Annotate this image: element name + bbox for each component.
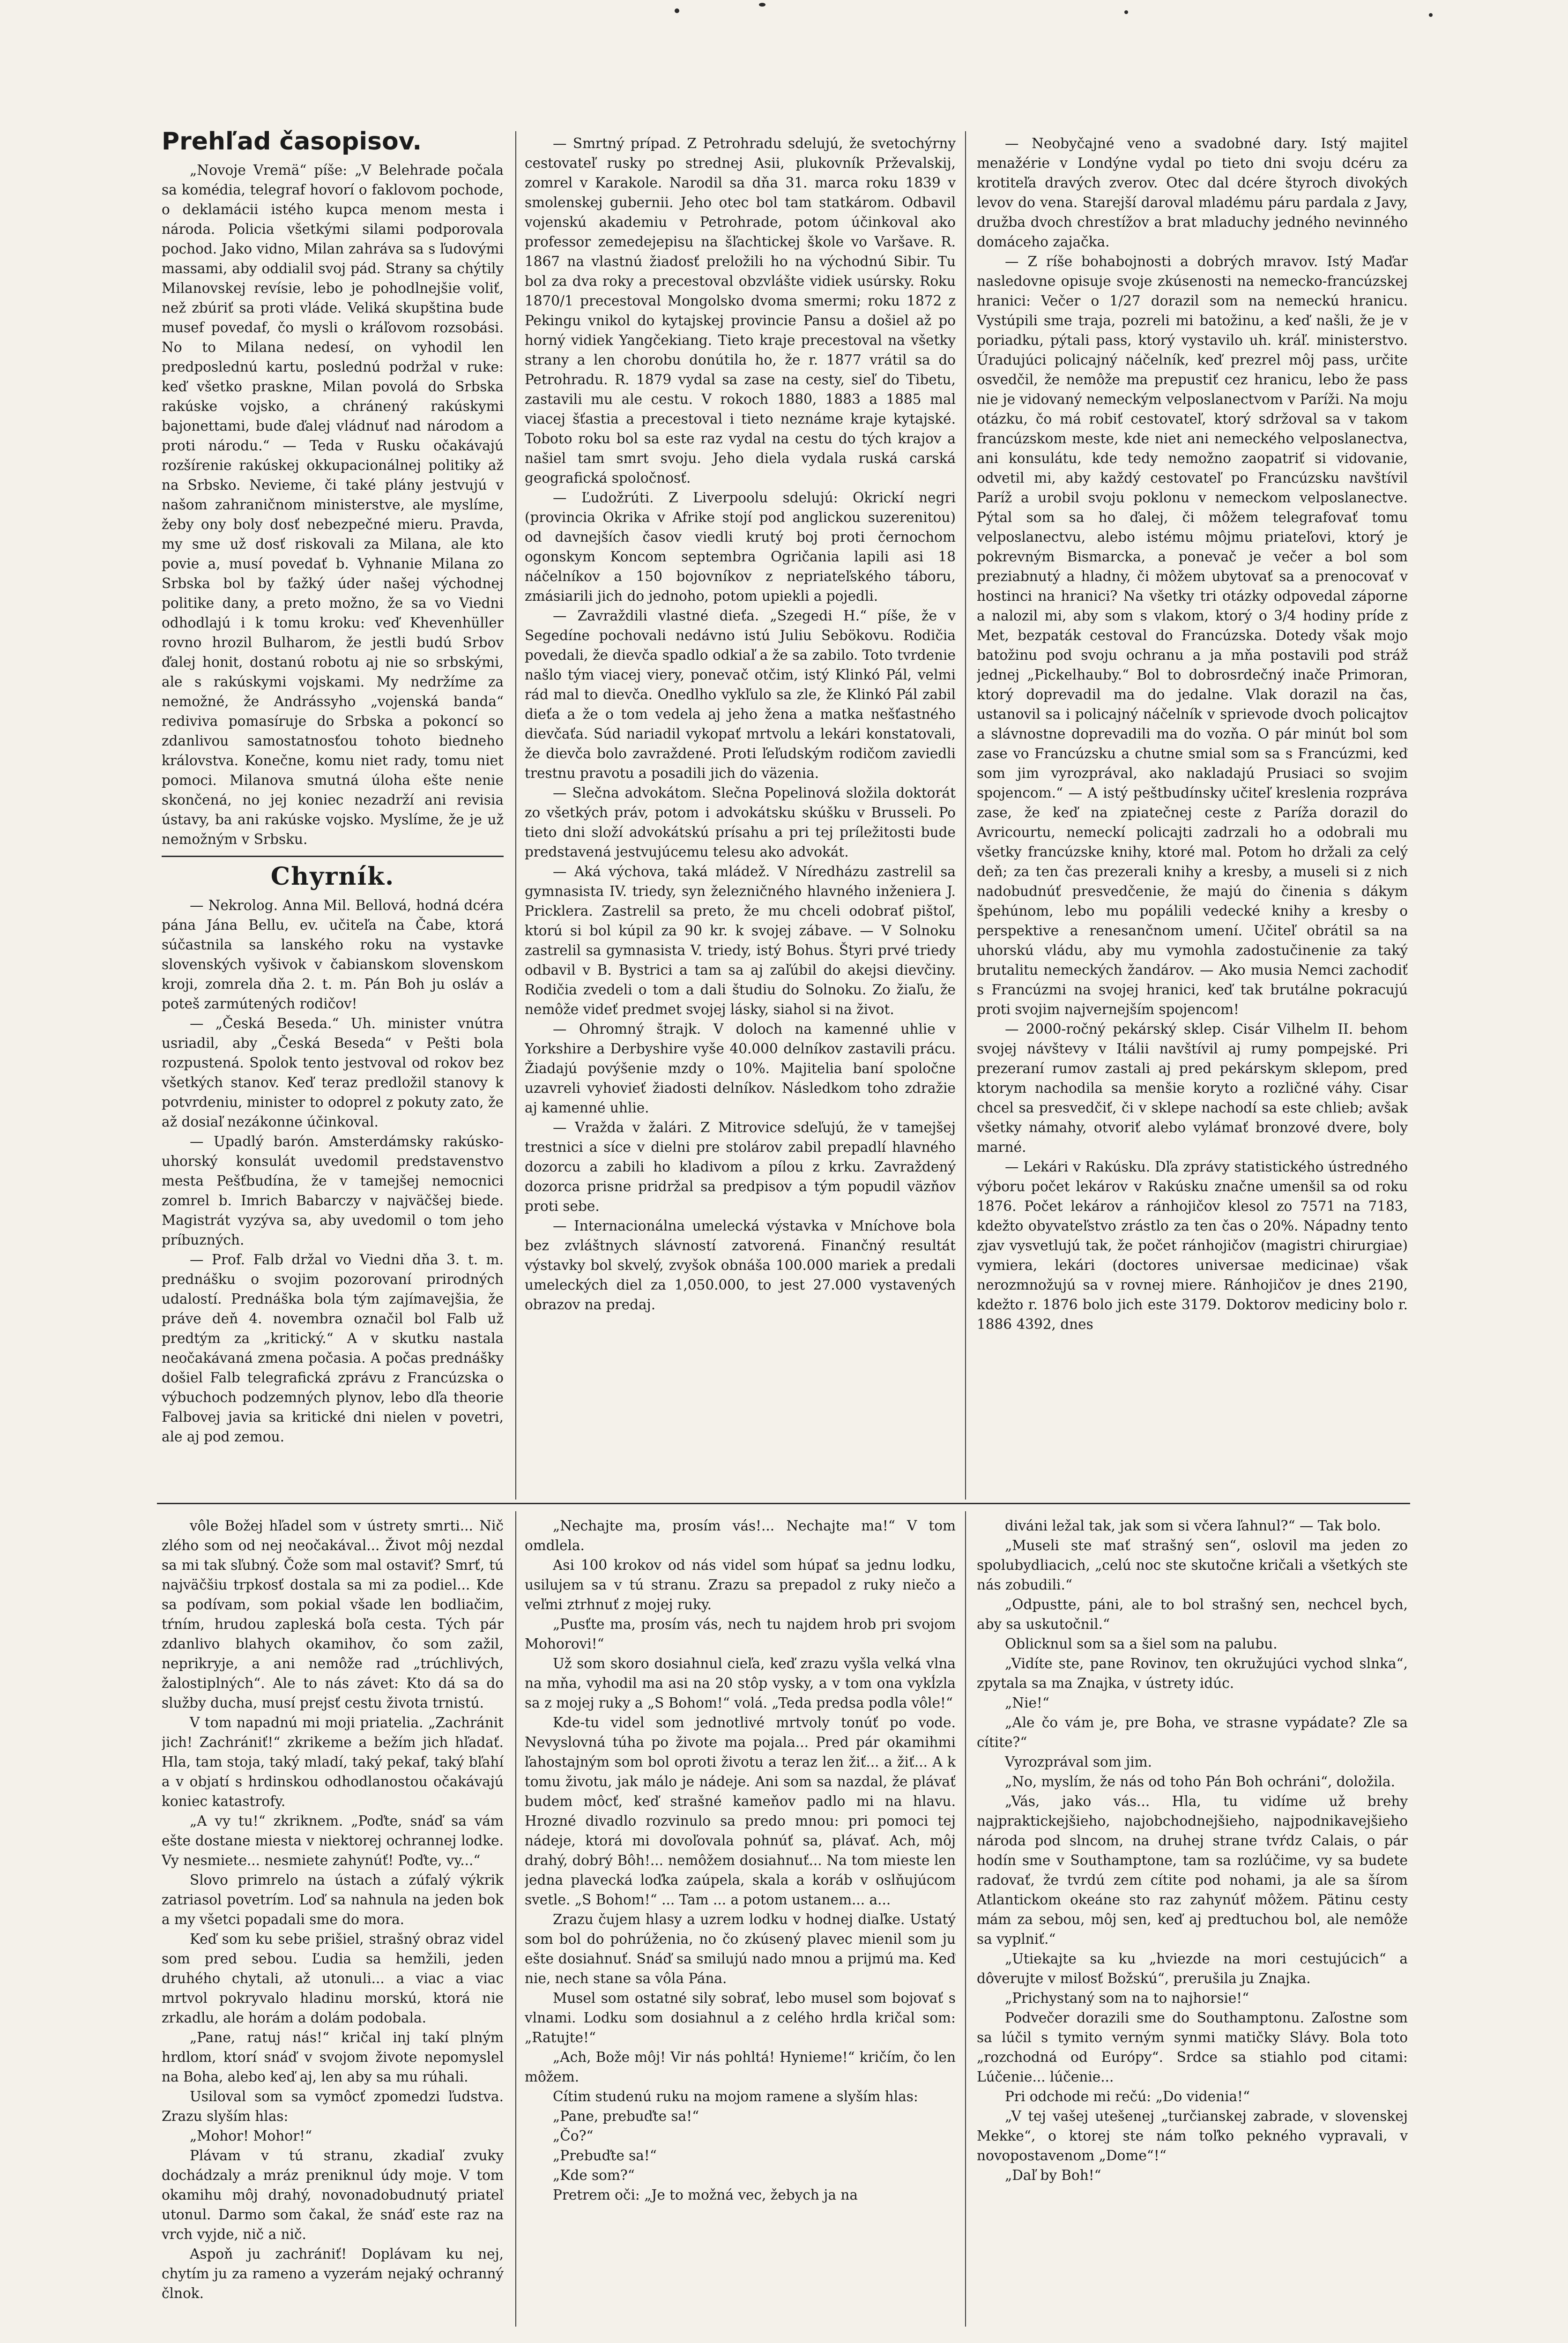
feuilleton-paragraph: Asi 100 krokov od nás videl som húpať sa jednu lodku, usilujem sa v tú stranu. Zrazu sa prepadol z ruky niečo a veľmi ztrhnuť z mojej ruky. — [525, 1557, 956, 1612]
feuilleton-paragraph: Pretrem oči: „Je to možná vec, žebych ja na — [553, 2187, 858, 2203]
feuilleton-paragraph: Vyrozprával som jim. — [1005, 1754, 1152, 1770]
feuilleton-paragraph: Aspoň ju zachrániť! Doplávam ku nej, chytím ju za rameno a vyzerám nejaký ochranný člnok. — [162, 2246, 504, 2301]
feuilleton-paragraph: „Pane, prebuďte sa!“ — [553, 2108, 699, 2124]
news-item: — Internacionálna umelecká výstavka v Mníchove bola bez zvláštnych slávností zatvorená. Finančný resultát výstavky bol skvelý, zvyšok obnáša 100.000 mariek a predali umeleckých diel za 1,050.000, to jest 27.000 vystavených obrazov na predaj. — [525, 1218, 956, 1313]
feuilleton-paragraph: „Ach, Bože môj! Vir nás pohltá! Hynieme!“ kričím, čo len môžem. — [525, 2049, 956, 2085]
column-bottom-right — [977, 1516, 1408, 2322]
feuilleton-paragraph: „Mohor! Mohor!“ — [190, 2128, 312, 2144]
feuilleton-paragraph: Zrazu čujem hlasy a uzrem lodku v hodnej diaľke. Ustatý som bol do pohrúženia, no čo zkúsený plavec mienil som ju ešte dosiahnuť. Snáď sa smilujú nado mnou a prijmú ma. Keď nie, nech stane sa vôla Pána. — [525, 1911, 956, 1986]
news-item: — Prof. Falb držal vo Viedni dňa 3. t. m. prednášku o svojim pozorovaní prirodných udalostí. Prednáška bola tým zajímavejšia, že práve deň 4. novembra označil bol Falb už predtým za „kritický.“ A v skutku nastala neočakávaná zmena počasia. A počas prednášky došiel Falb telegrafická zprávu z Francúzska o výbuchoch podzemných plynov, lebo dľa theorie Falbovej javia sa kritické dni nielen v povetri, ale aj pod zemou. — [162, 1252, 504, 1445]
feuilleton-paragraph: „Prichystaný som na to najhorsie!“ — [1005, 1990, 1249, 2006]
news-item: — Vražda v žalári. Z Mitrovice sdeľujú, že v tamejšej trestnici a síce v dielni pre stolárov zabil prepadlí hlavného dozorcu a zabili ho kladivom a pílou z krku. Zavraždený dozorca prisne pridržal sa predpisov a tým popudil väzňov proti sebe. — [525, 1119, 956, 1214]
feuilleton-paragraph: „V tej vašej utešenej „turčianskej zabrade, v slovenskej Mekke“, o ktorej ste nám toľko pekného vypravali, v novopostavenom „Dome“!“ — [977, 2108, 1408, 2164]
column-bottom-middle — [525, 1516, 956, 2322]
column-rule — [515, 1511, 516, 2327]
column-rule — [965, 1511, 966, 2327]
news-item: — Smrtný prípad. Z Petrohradu sdelujú, že svetochýrny cestovateľ rusky po strednej Asii, plukovník Prževalskij, zomrel v Karakole. Narodil sa dňa 31. marca roku 1839 v smolenskej gubernii. Jeho otec bol tam statkárom. Odbavil vojenskú akademiu v Petrohrade, potom účinkoval ako professor zemedejepisu na šľachtickej škole vo Varšave. R. 1867 na vlastnú žiadosť preložili ho na východnú Sibir. Tu bol za dva roky a precestoval obzvlášte vidiek usúrsky. Roku 1870/1 precestoval Mongolsko dvoma smermi; roku 1872 z Pekingu vnikol do kytajskej provincie Pansu a došiel až po horný vidiek Yangčekiang. Tieto kraje precestoval na všetky strany a len chorobu donútila ho, že r. 1877 vrátil sa do Petrohradu. R. 1879 vydal sa zase na cesty, sieľ do Tibetu, zastavili mu ale cestu. V rokoch 1880, 1883 a 1885 mal viacej šťastia a precestoval i tieto neznáme kraje kytajské. Toboto roku bol sa este raz vydal na cestu do tých krajov a našiel tam smrt svoju. Jeho diela vydala ruská carská geografická spoločnosť. — [525, 135, 956, 486]
feuilleton-paragraph: „Nie!“ — [1005, 1695, 1049, 1711]
feuilleton-paragraph: Plávam v tú stranu, zkadiaľ zvuky dochádzaly a mráz preniknul údy moje. V tom okamihu môj drahý, novonadobudnutý priateľ utonul. Darmo som čakal, že snáď este raz na vrch vyjde, nič a nič. — [162, 2148, 504, 2242]
column-bottom-left — [162, 1516, 504, 2322]
feuilleton-paragraph: Pri odchode mi rečú: „Do videnia!“ — [1005, 2089, 1250, 2104]
feuilleton-paragraph: Keď som ku sebe prišiel, strašný obraz videl som pred sebou. Ľudia sa hemžili, jeden druhého chytali, až utonuli... a viac a viac mrtvol pokryvalo hladinu morskú, ktorá nie zrkadlu, ale horám a dolám podobala. — [162, 1931, 504, 2026]
feuilleton-paragraph: vôle Božej hľadel som v ústrety smrti... Nič zlého som od nej neočakával... Život môj nezdal sa mi tak sľubný. Čože som mal ostaviť? Smrť, tú najväčšiu trpkosť dostala sa mi za podiel... Kde sa podívam, som pokial všade len bodliačim, tŕním, hrudou zapleská boľa cesta. Tých pár zdanlivo blahych okamihov, čo som zažil, neprikryje, a ani nemôže rad „trúchlivých, žalostiplných“. Ale to nás závet: Kto dá sa do služby ducha, musí prejsť cestu života trnistú. — [162, 1518, 504, 1711]
news-item: — Ohromný štrajk. V doloch na kamenné uhlie v Yorkshire a Derbyshire vyše 40.000 delníkov zastavili prácu. Žiadajú povýšenie mzdy o 10%. Majitelia baní spoločne uzavreli vyhovieť žiadosti delníkov. Následkom toho zdražie aj kamenné uhlie. — [525, 1021, 956, 1116]
news-item: — Aká výchova, taká mládež. V Níredházu zastrelil sa gymnasista IV. triedy, syn železničného hlavného inženiera J. Pricklera. Zastrelil sa preto, že mu chceli odobrať pištoľ, ktorú si bol kúpil za 90 kr. k svojej zábave. — V Solnoku zastrelil sa gymnasista V. triedy, istý Bohus. Štyri prvé triedy odbavil v B. Bystrici a tam sa aj zaľúbil do akejsi dievčiny. Rodičia zvedeli o tom a dali študiu do Solnoku. Zo žiaľu, že nemôže videť predmet svojej lásky, siahol si na život. — [525, 864, 956, 1017]
feuilleton-paragraph: Slovo primrelo na ústach a zúfalý výkrik zatriasol povetrím. Loď sa nahnula na jeden bok a my všetci popadali sme do mora. — [162, 1872, 504, 1927]
feuilleton-paragraph: „Vás, jako vás... Hla, tu vidíme už brehy najpraktickejšieho, najobchodnejšieho, najpodnikavejšieho národa pod slncom, na druhej strane tvŕdz Calais, o pár hodín sme v Southamptone, tam sa rozlúčime, vy sa budete radovať, že tvrdú zem cítite pod nohami, ja ale sa šírom Atlantickom okeáne sto raz zahynúť môžem. Pätinu cesty mám za sebou, môj sen, keď aj predtuchou bol, ale nemôže sa vyplniť.“ — [977, 1793, 1408, 1947]
news-item: — Nekrolog. Anna Mil. Bellová, hodná dcéra pána Jána Bellu, ev. učiteľa na Čabe, ktorá súčastnila sa lanského roku na vystavke slovenských vyšivok v čabianskom slovenskom kroji, zomrela dňa 2. t. m. Pán Boh ju osláv a poteš zarmútených rodičov! — [162, 897, 504, 1012]
feuilleton-paragraph: diváni ležal tak, jak som si včera ľahnul?“ — Tak bolo. — [1005, 1518, 1381, 1534]
feuilleton-paragraph: Cítim studenú ruku na mojom ramene a slyším hlas: — [553, 2089, 918, 2104]
article-paragraph: „Novoje Vremä“ píše: „V Belehrade počala sa komédia, telegraf hovorí o faklovom pochode, o deklamácii istého kupca menom mesta i národa. Policia všetkými silami podporovala pochod. Jako vidno, Milan zahráva sa s ľudovými massami, aby oddialil svoj pád. Strany sa chýtily Milanovskej revísie, lebo je pohodlnejšie voliť, než zbúriť sa proti vláde. Veliká skupština bude musef povedaf, čo mysli o kráľovom rozsobási. No to Milana nedesí, on vyhodil len predposlednú kartu, poslednú podržal v ruke: keď všetko praskne, Milan povolá do Srbska rakúske vojsko, a chránený rakúskymi bajonettami, bude ďalej vládnuť nad národom a proti národu.“ — Teda v Rusku očakávajú rozšírenie rakúskej okkupacionálnej politiky až na Srbsko. Nevieme, či také plány jestvujú v našom zahraničnom ministerstve, ale myslíme, žeby ony boly dosť nebezpečné mieru. Pravda, my sme už dosť riskovali za Milana, ale kto povie a, musí povedať b. Vyhnanie Milana zo Srbska bol by ťažký úder našej východnej politike dany, a preto možno, že sa vo Viedni odhodlajú i k tomu kroku: veď Khevenhüller rovno hrozil Bulharom, že jestli budú Srbov ďalej honit, dostanú robotu aj nie so srbskými, ale s rakúskymi vojskami. My nedržíme za nemožné, že Andrássyho „vojenská banda“ rediviva pomasíruje do Srbska a pokoncí so zdanlivou samostatnosťou tohoto biedneho královstva. Konečne, komu niet rady, tomu niet pomoci. Milanova smutná úloha ešte nenie skončená, no jej koniec nezadrží ani revisia ústavy, ba ani rakúske vojsko. Myslíme, že je už nemožným v Srbsku. — [162, 162, 504, 847]
news-item: — Zavraždili vlastné dieťa. „Szegedi H.“ píše, že v Segedíne pochovali nedávno istú Juliu Sebökovu. Rodičia povedali, že dievča spadlo odkiaľ a že sa zabilo. Toto tvrdenie našlo tým viacej viery, ponevač otčim, istý Klinkó Pál, velmi rád mal to dievča. Onedlho vykľulo sa zle, že Klinkó Pál zabil dieťa a že o tom vedela aj jeho žena a matka nešťastného dievčaťa. Súd nariadil vykopať mrtvolu a lekári konstatovali, že dievča bolo zavraždené. Proti ľeľudským rodičom zaviedli trestnu pravotu a posadili jich do väzenia. — [525, 608, 956, 781]
section-title-prehlad: Prehľad časopisov. — [162, 127, 422, 156]
feuilleton-paragraph: „A vy tu!“ zkriknem. „Poďte, snáď sa vám ešte dostane miesta v niektorej ochrannej lodke. Vy nesmiete... nesmiete zahynúť! Poďte, vy...“ — [162, 1813, 504, 1868]
feuilleton-paragraph: Už som skoro dosiahnul cieľa, keď zrazu vyšla velká vlna na mňa, vyhodil ma asi na 20 stôp vysky, a v tom ona vykĺzla sa z mojej ruky a „S Bohom!“ volá. „Teda predsa podla vôle!“ — [525, 1656, 956, 1711]
feuilleton-paragraph: „Pane, ratuj nás!“ kričal inj takí plným hrdlom, ktorí snáď v svojom živote nepomyslel na Boha, alebo keď aj, len aby sa mu rúhali. — [162, 2030, 504, 2085]
scan-speck — [675, 8, 679, 13]
column-top-left — [162, 127, 504, 1453]
feuilleton-paragraph: „Odpustte, páni, ale to bol strašný sen, nechcel bych, aby sa uskutočnil.“ — [977, 1597, 1408, 1632]
section-divider — [162, 856, 504, 857]
section-title-chyrnik: Chyrník. — [270, 862, 395, 891]
feuilleton-paragraph: „Nechajte ma, prosím vás!... Nechajte ma!“ V tom omdlela. — [525, 1518, 956, 1553]
scan-speck — [1429, 13, 1433, 17]
news-item: — 2000-ročný pekárský sklep. Cisár Vilhelm II. behom svojej návštevy v Itálii navštívil aj rumy pompejské. Pri prezeraní rumov zastali aj pred pekárskym sklepom, pred ktorym nachodila sa menšie koryto a rozličné váhy. Cisar chcel sa presvedčiť, či v sklepe nachodí sa este chlieb; avšak všetky námahy, otvoriť alebo vylámať bronzové dvere, boly marné. — [977, 1021, 1408, 1155]
feuilleton-paragraph: Oblicknul som sa a šiel som na palubu. — [1005, 1636, 1278, 1652]
feuilleton-paragraph: „Prebuďte sa!“ — [553, 2148, 657, 2164]
feuilleton-paragraph: „No, myslím, že nás od toho Pán Boh ochráni“, doložila. — [1005, 1774, 1396, 1790]
column-top-right — [977, 134, 1408, 1495]
feuilleton-paragraph: V tom napadnú mi moji priatelia. „Zachránit jich! Zachrániť!“ zkrikeme a bežím jich hľadať. Hla, tam stoja, taký mladí, taký pekaf, taký bľahí a v objatí s hrdinskou odhodlanostou očakávajú koniec katastrofy. — [162, 1715, 504, 1809]
news-item: — Ľudožrúti. Z Liverpoolu sdelujú: Okrickí negri (provincia Okrika v Afrike stojí pod anglickou suzerenitou) od davnejších časov viedli krutý boj proti černochom ogonskym Koncom septembra Ogričania lapili asi 18 náčelníkov a 150 bojovníkov z nepriateľského táboru, zmásiarili jich do jednoho, potom upiekli a pojedli. — [525, 490, 956, 604]
feuilleton-paragraph: „Kde som?“ — [553, 2167, 635, 2183]
news-item: — Slečna advokátom. Slečna Popelinová složila doktorát zo všetkých práv, potom i advokátsku skúšku v Brusseli. Po tieto dni složí advokátskú prísahu a pri tej príležitosti bude predstavená jestvujúcemu telesu ako advokát. — [525, 785, 956, 860]
feuilleton-paragraph: „Vidíte ste, pane Rovinov, ten okružujúci vychod slnka“, zpytala sa ma Znajka, v ústrety idúc. — [977, 1656, 1408, 1691]
news-item: — Neobyčajné veno a svadobné dary. Istý majiteľ menažérie v Londýne vydal po tieto dni svoju dcéru za krotiteľa dravých zverov. Otec dal dcére štyroch divokých levov do vena. Starejší daroval mladému páru pardala z Javy, družba dvoch chrestížov a brat mladuchy jedného nevinného domáceho zajačka. — [977, 135, 1408, 250]
feuilleton-paragraph: „Museli ste mať strašný sen“, oslovil ma jeden zo spolubydliacich, „celú noc ste skutočne kričali a všetkých ste nás zobudili.“ — [977, 1537, 1408, 1593]
news-item: — „Česká Beseda.“ Uh. minister vnútra usriadil, aby „Česká Beseda“ v Pešti bola rozpustená. Spolok tento jestvoval od rokov bez všetkých stanov. Keď teraz predložil stanovy k potvrdeniu, minister to odoprel z pokuty zato, že až dosiaľ nezákonne účinkoval. — [162, 1015, 504, 1130]
column-rule — [515, 131, 516, 1500]
feuilleton-paragraph: Musel som ostatné sily sobrať, lebo musel som bojovať s vlnami. Lodku som dosiahnul a z celého hrdla kričal som: „Ratujte!“ — [525, 1990, 956, 2045]
column-rule — [965, 131, 966, 1500]
feuilleton-rule — [157, 1503, 1410, 1504]
feuilleton-paragraph: Podvečer dorazili sme do Southamptonu. Zaľostne som sa lúčil s tymito verným synmi matičky Slávy. Bola toto „rozchodná od Európy“. Srdce sa stiahlo pod citami: Lúčenie... lúčenie... — [977, 2010, 1408, 2085]
column-top-middle — [525, 134, 956, 1495]
feuilleton-paragraph: „Ale čo vám je, pre Boha, ve strasne vypádate? Zle sa cítite?“ — [977, 1715, 1408, 1750]
scan-speck — [759, 3, 765, 7]
feuilleton-paragraph: „Utiekajte sa ku „hviezde na mori cestujúcich“ a dôverujte v milosť Božskú“, prerušila ju Znajka. — [977, 1951, 1408, 1986]
feuilleton-paragraph: „Pusťte ma, prosím vás, nech tu najdem hrob pri svojom Mohorovi!“ — [525, 1616, 956, 1652]
news-item: — Z ríše bohabojnosti a dobrých mravov. Istý Maďar nasledovne opisuje svoje zkúsenosti na nemecko-francúzskej hranici: Večer o 1/27 dorazil som na nemeckú hranicu. Vystúpili sme traja, pozreli mi batožinu, a keď našli, že je v poriadku, pýtali pass, ktorý vystavilo uh. kráľ. ministerstvo. Úradujúci policajný náčelník, keď prezrel môj pass, určite osvedčil, že nemôže ma prepustiť cez hranicu, lebo že pass nie je vidovaný nemeckým velposlanectvom v Paríži. Na moju otázku, čo má robiť cestovateľ, ktorý sdržoval sa v takom francúzskom meste, kde niet ani nemeckého velposlanectva, ani konsulátu, kde tedy nemožno zaopatriť si vidovanie, odvetil mi, aby každý cestovateľ po Francúzsku navštívil Paríž a urobil svoju poklonu v nemeckom velposlanectve. Pýtal som sa ho ďalej, či môžem telegrafovať tomu velposlanectvu, alebo istému môjmu priateľovi, ktorý je pokrevným Bismarcka, a ponevač je večer a bol som preziabnutý a hladny, či môžem ubytovať sa a prenocovať v hostinci na hranici? Na všetky tri otázky odpovedal záporne a nalozil mi, aby som s vlakom, ktorý o 3/4 hodiny príde z Met, bezpaták cestoval do Francúzska. Dotedy však mojo batožinu pod svoju ochranu a ja mňa postavili pod stráž jednej „Pickelhauby.“ Bol to dobrosrdečný inače Primoran, ktorý doprevadil ma do jedalne. Vlak dorazil na čas, ustanovil sa i policajný náčelník v sprievode dvoch policajtov a slávnostne doprevadili ma do vozňa. O pár minút bol som zase vo Francúzsku a chutne smial som sa s Francúzmi, keď som jim vyrozprával, ako nakladajú Prusiaci so svojim spojencom.“ — A istý peštbudínsky učiteľ kreslenia rozpráva zase, že keď na zpiatečnej ceste z Paríža dorazil do Avricourtu, nemeckí policajti zadrzali ho a odobrali mu všetky francúzske knihy, ktoré mal. Potom ho držali za celý deň; za ten čas prezerali knihy a kresby, a museli si z nich nadobudnúť presvedčenie, že majú do činenia s dákym špehúnom, lebo mu popálili vedecké knihy a kresby o perspektive a renesančnom umení. Učiteľ obrátil sa na uhorskú vládu, aby mu vymohla zadostučinenie za taký brutalitu nemeckých žandárov. — Ako musia Nemci zachodiť s Francúzmi na svojej hranici, keď tak brutálne pokracujú proti svojim najvernejším spojencom! — [977, 254, 1408, 1017]
news-item: — Upadlý barón. Amsterdámsky rakúsko-uhorský konsulát uvedomil predstavenstvo mesta Pešťbudína, že v tamejšej nemocnici zomrel b. Imrich Babarczy v najväčšej biede. Magistrát vyzýva sa, aby uvedomil o tom jeho príbuzných. — [162, 1134, 504, 1248]
scan-speck — [1124, 10, 1128, 14]
feuilleton-paragraph: Usiloval som sa vymôcť zpomedzi ľudstva. Zrazu slyším hlas: — [162, 2089, 504, 2124]
feuilleton-paragraph: „Daľ by Boh!“ — [1005, 2167, 1101, 2183]
news-item: — Lekári v Rakúsku. Dľa zprávy statistického ústredného výboru počet lekárov v Rakúsku značne umenšil sa od roku 1876. Počet lekárov a ránhojičov klesol zo 7571 na 7183, kdežto obyvateľstvo zrástlo za ten čas o 20%. Nápadny tento zjav vysvetlujú tak, že počet ránhojičov (magistri chirurgiae) vymiera, lekári (doctores universae medicinae) však nerozmnožujú sa v rovnej miere. Ránhojičov je dnes 2190, kdežto r. 1876 bolo jich este 3179. Doktorov mediciny bolo r. 1886 4392, dnes — [977, 1159, 1408, 1332]
feuilleton-paragraph: „Čo?“ — [553, 2128, 594, 2144]
feuilleton-paragraph: Kde-tu videl som jednotlivé mrtvoly tonúť po vode. Nevyslovná túha po živote ma pojala... Pred pár okamihmi ľahostajným som bol oproti životu a teraz len žiť... a žiť... A k tomu životu, jak málo je nádeje. Ani som sa nazdal, že plávať budem môcť, keď strašné kameňov padlo mi na hlavu. Hrozné divadlo rozvinulo sa predo mnou: pri pomoci tej nádeje, ktorá mi dovoľovala pohnúť sa, plávať. Ach, môj drahý, dobrý Bôh!... nemôžem dosiahnuť... Na tom mieste len jedna plavecká loďka zaúpela, skala a koráb v oslňujúcom svetle. „S Bohom!“ ... Tam ... a potom ustanem... a... — [525, 1715, 956, 1908]
